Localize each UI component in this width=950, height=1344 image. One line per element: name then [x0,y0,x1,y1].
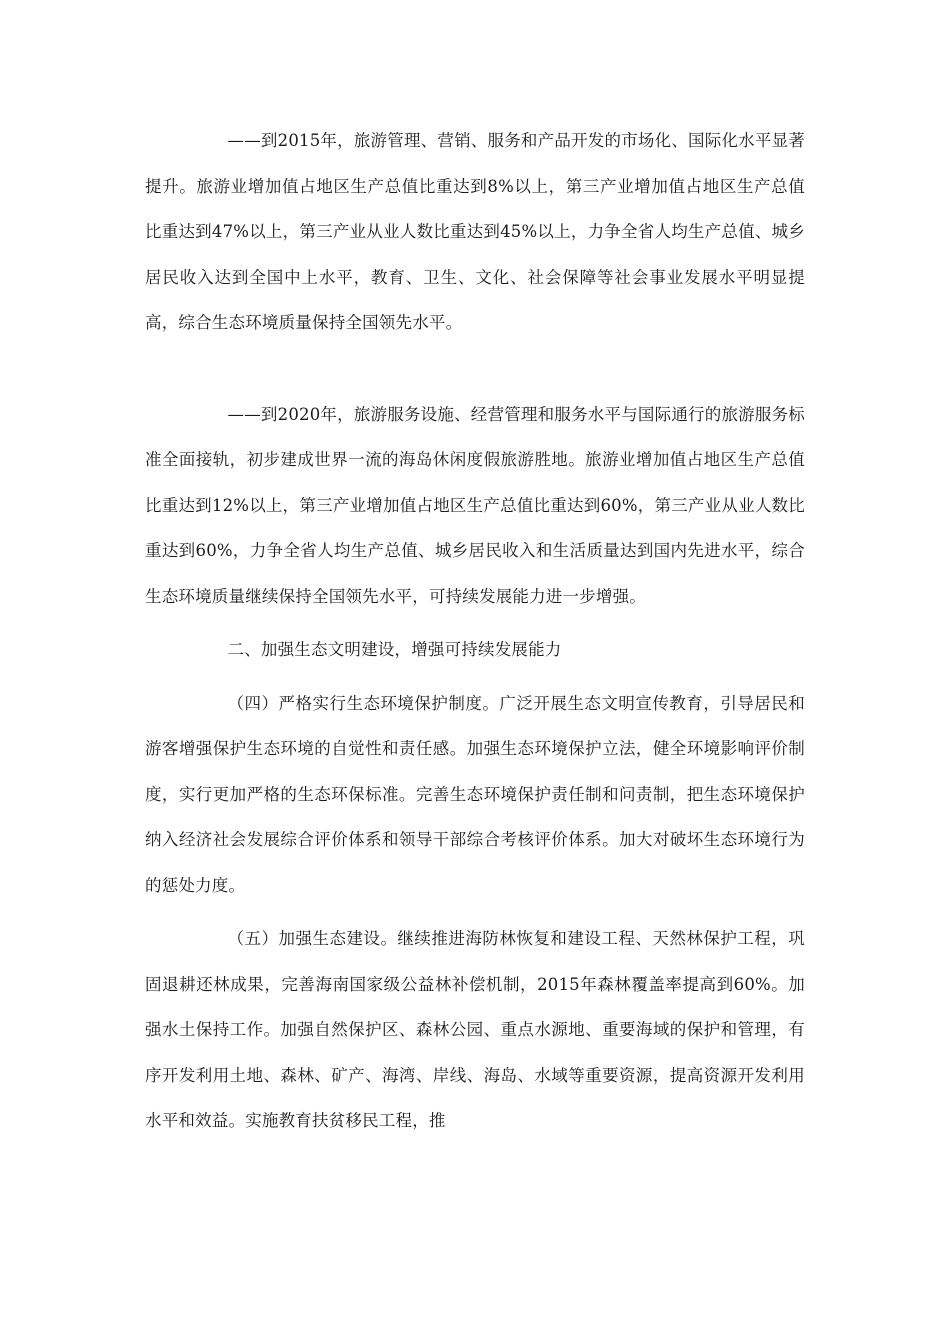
paragraph-2020-goals: ——到2020年，旅游服务设施、经营管理和服务水平与国际通行的旅游服务标准全面接轨，初步建成世界一流的海岛休闲度假旅游胜地。旅游业增加值占地区生产总值比重达到12%以上，第三产业增加值占地区生产总值比重达到60%，第三产业从业人数比重达到60%，力争全省人均生产总值、城乡居民收入和生活质量达到国内先进水平，综合生态环境质量继续保持全国领先水平，可持续发展能力进一步增强。 [145,404,805,606]
paragraph-2015-goals: ——到2015年，旅游管理、营销、服务和产品开发的市场化、国际化水平显著提升。旅游业增加值占地区生产总值比重达到8%以上，第三产业增加值占地区生产总值比重达到47%以上，第三产业从业人数比重达到45%以上，力争全省人均生产总值、城乡居民收入达到全国中上水平，教育、卫生、文化、社会保障等社会事业发展水平明显提高，综合生态环境质量保持全国领先水平。 [145,131,805,332]
paragraph-spacer [145,346,805,392]
paragraph-protection-system: （四）严格实行生态环境保护制度。广泛开展生态文明宣传教育，引导居民和游客增强保护生态环境的自觉性和责任感。加强生态环境保护立法，健全环境影响评价制度，实行更加严格的生态环保标准。完善生态环境保护责任制和问责制，把生态环境保护纳入经济社会发展综合评价体系和领导干部综合考核评价体系。加大对破坏生态环境行为的惩处力度。 [145,693,805,895]
paragraph-spacer [145,673,805,681]
paragraph-spacer [145,908,805,916]
paragraph-ecological-construction: （五）加强生态建设。继续推进海防林恢复和建设工程、天然林保护工程，巩固退耕还林成果，完善海南国家级公益林补偿机制，2015年森林覆盖率提高到60%。加强水土保持工作。加强自然保护区、森林公园、重点水源地、重要海域的保护和管理，有序开发利用土地、森林、矿产、海湾、岸线、海岛、水域等重要资源，提高资源开发利用水平和效益。实施教育扶贫移民工程，推 [145,929,805,1130]
section-heading: 二、加强生态文明建设，增强可持续发展能力 [227,640,562,659]
paragraph-spacer [145,619,805,627]
document-body [145,118,805,1144]
